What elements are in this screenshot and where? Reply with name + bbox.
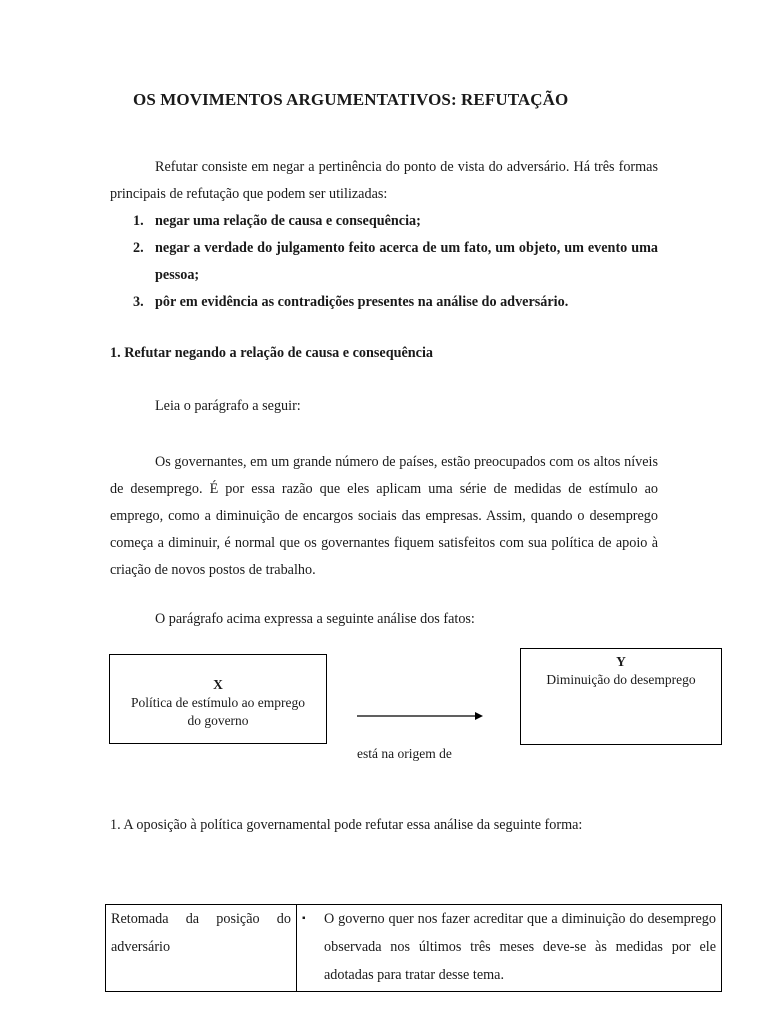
table-left-cell: Retomada da posição do adversário xyxy=(106,905,297,992)
page-title: OS MOVIMENTOS ARGUMENTATIVOS: REFUTAÇÃO xyxy=(133,90,569,109)
list-item-text: negar a verdade do julgamento feito acerca de um fato, um objeto, um evento uma pessoa; xyxy=(155,240,658,283)
table-row xyxy=(106,905,722,992)
opposition-line: 1. A oposição à política governamental pode refutar essa análise da seguinte forma: xyxy=(110,817,583,833)
list-item-number: 3. xyxy=(133,294,144,310)
refutation-table xyxy=(105,904,722,992)
analysis-intro: O parágrafo acima expressa a seguinte análise dos fatos: xyxy=(155,611,475,627)
section-heading: 1. Refutar negando a relação de causa e consequência xyxy=(110,345,434,361)
arrow-icon xyxy=(357,709,483,723)
refutation-forms-list xyxy=(133,208,658,316)
example-paragraph: Os governantes, em um grande número de países, estão preocupados com os altos níveis de desemprego. É por essa razão que eles aplicam uma série de medidas de estímulo ao emprego, como a diminuição de encargos sociais das empresas. Assim, quando o desemprego começa a diminuir, é normal que os governantes fiquem satisfeitos com sua política de apoio à criação de novos postos de trabalho. xyxy=(110,454,658,578)
intro-paragraph: Refutar consiste em negar a pertinência do ponto de vista do adversário. Há três formas principais de refutação que podem ser utilizadas: xyxy=(110,159,658,202)
list-item-number: 2. xyxy=(133,240,144,256)
list-item xyxy=(133,235,658,289)
box-x-line2: do governo xyxy=(187,713,249,728)
list-item-text: negar uma relação de causa e consequência; xyxy=(155,213,421,229)
bullet-icon: ▪ xyxy=(302,913,306,924)
diagram-box-y xyxy=(520,648,722,745)
list-item xyxy=(133,289,658,316)
read-prompt: Leia o parágrafo a seguir: xyxy=(155,398,301,414)
list-item-text: pôr em evidência as contradições presentes na análise do adversário. xyxy=(155,294,569,310)
diagram-box-x xyxy=(109,654,327,744)
arrow-caption: está na origem de xyxy=(357,746,452,761)
table-right-text: O governo quer nos fazer acreditar que a diminuição do desemprego observada nos últimos três meses deve-se às medidas por ele adotadas para tratar desse tema. xyxy=(324,911,716,983)
list-item-number: 1. xyxy=(133,213,144,229)
box-x-label: X xyxy=(213,677,223,692)
box-x-line1: Política de estímulo ao emprego xyxy=(131,695,305,710)
box-y-line1: Diminuição do desemprego xyxy=(546,672,696,687)
box-y-label: Y xyxy=(616,654,626,669)
table-right-cell xyxy=(297,905,722,992)
list-item xyxy=(133,208,658,235)
